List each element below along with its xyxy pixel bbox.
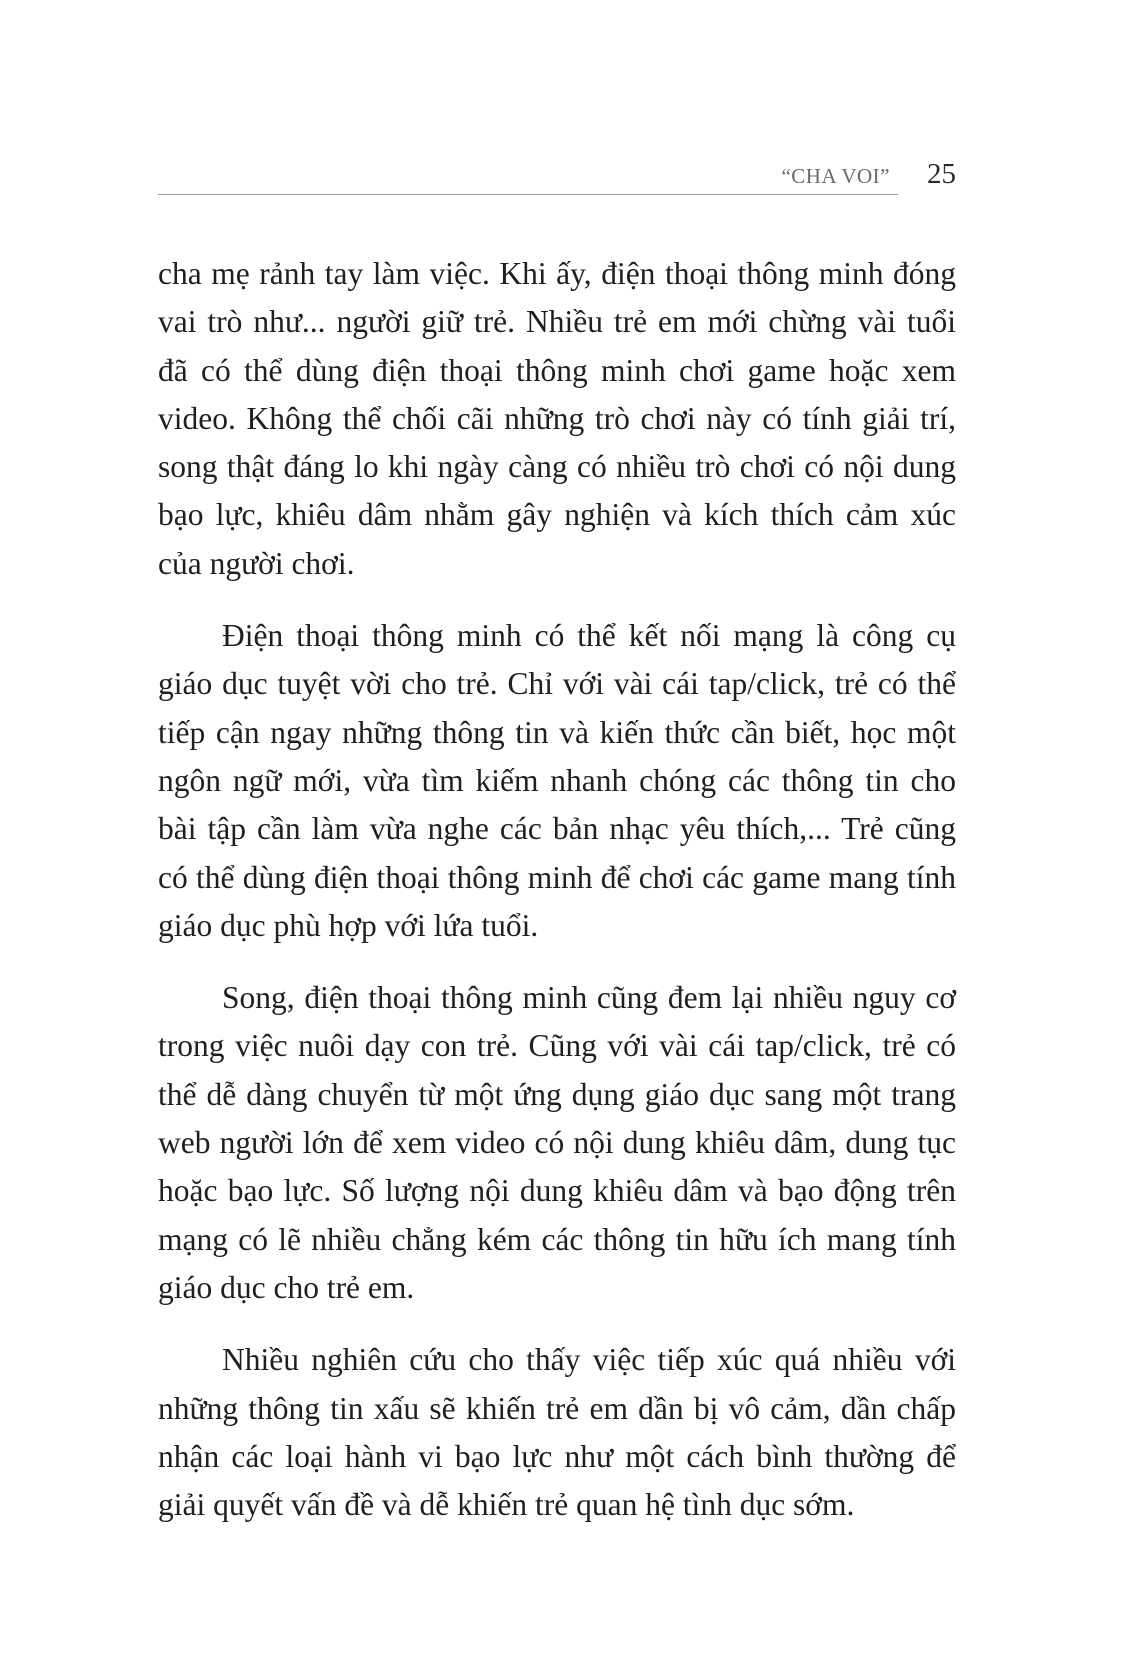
body-text bbox=[158, 250, 956, 1553]
page-number: 25 bbox=[927, 158, 956, 190]
running-header bbox=[158, 150, 958, 198]
paragraph-continued: cha mẹ rảnh tay làm việc. Khi ấy, điện thoại thông minh đóng vai trò như... người giữ trẻ. Nhiều trẻ em mới chừng vài tuổi đã có thể dùng điện thoại thông minh chơi game hoặc xem video. Không thể chối cãi những trò chơi này có tính giải trí, song thật đáng lo khi ngày càng có nhiều trò chơi có nội dung bạo lực, khiêu dâm nhằm gây nghiện và kích thích cảm xúc của người chơi. bbox=[158, 256, 956, 581]
paragraph: Nhiều nghiên cứu cho thấy việc tiếp xúc quá nhiều với những thông tin xấu sẽ khiến trẻ em dần bị vô cảm, dần chấp nhận các loại hành vi bạo lực như một cách bình thường để giải quyết vấn đề và dễ khiến trẻ quan hệ tình dục sớm. bbox=[158, 1342, 956, 1523]
header-rule bbox=[158, 194, 898, 195]
paragraph: Điện thoại thông minh có thể kết nối mạng là công cụ giáo dục tuyệt vời cho trẻ. Chỉ với vài cái tap/click, trẻ có thể tiếp cận ngay những thông tin và kiến thức cần biết, học một ngôn ngữ mới, vừa tìm kiếm nhanh chóng các thông tin cho bài tập cần làm vừa nghe các bản nhạc yêu thích,... Trẻ cũng có thể dùng điện thoại thông minh để chơi các game mang tính giáo dục phù hợp với lứa tuổi. bbox=[158, 618, 956, 943]
running-title: “CHA VOI” bbox=[781, 164, 890, 188]
paragraph: Song, điện thoại thông minh cũng đem lại nhiều nguy cơ trong việc nuôi dạy con trẻ. Cũng với vài cái tap/click, trẻ có thể dễ dàng chuyển từ một ứng dụng giáo dục sang một trang web người lớn để xem video có nội dung khiêu dâm, dung tục hoặc bạo lực. Số lượng nội dung khiêu dâm và bạo động trên mạng có lẽ nhiều chẳng kém các thông tin hữu ích mang tính giáo dục cho trẻ em. bbox=[158, 980, 956, 1305]
